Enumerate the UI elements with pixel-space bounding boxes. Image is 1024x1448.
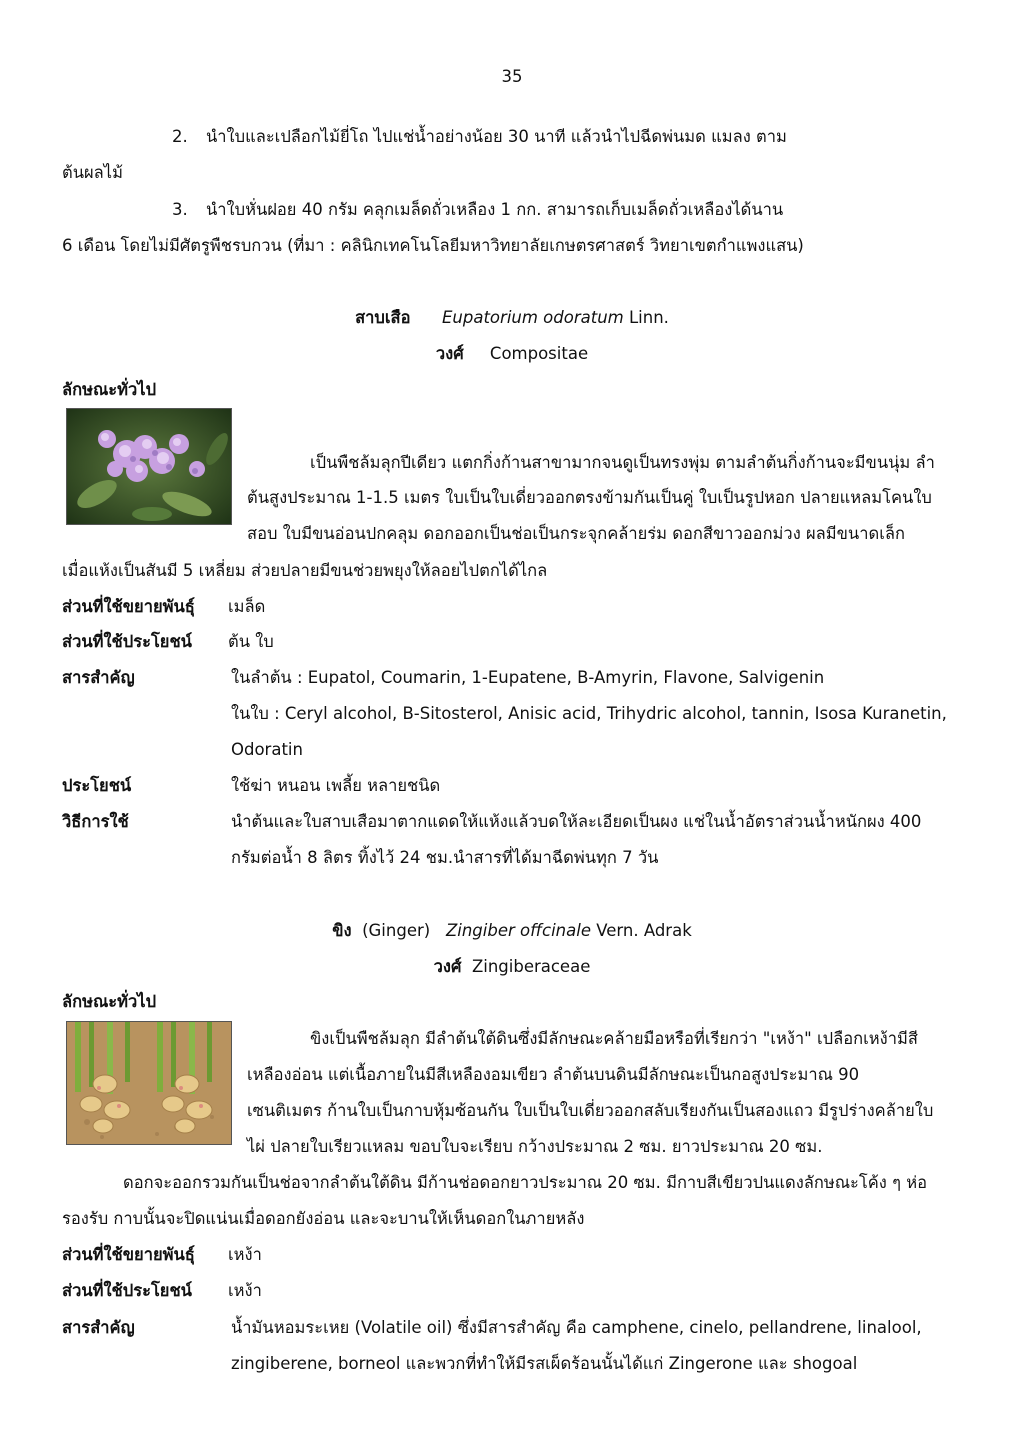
item-2-text: นำใบและเปลือกไม้ยี่โถ ไปแช่น้ำอย่างน้อย 30 นาที แล้วนำไปฉีดพ่นมด แมลง ตาม <box>206 127 787 146</box>
page-number: 35 <box>501 67 523 86</box>
plant2-desc-line: รองรับ กาบนั้นจะปิดแน่นเมื่อดอกยังอ่อน และจะบานให้เห็นดอกในภายหลัง <box>62 1209 585 1228</box>
plant2-family: Zingiberaceae <box>471 957 591 976</box>
plant1-used-part-value: ต้น ใบ <box>228 632 274 651</box>
plant2-compound-line: น้ำมันหอมระเหย (Volatile oil) ซึ่งมีสารสำคัญ คือ camphene, cinelo, pellandrene, linalool, <box>231 1318 922 1337</box>
plant1-family-line <box>0 343 1024 365</box>
plant1-propagation-label: ส่วนที่ใช้ขยายพันธุ์ <box>62 597 195 616</box>
plant1-thai-name: สาบเสือ <box>355 308 411 327</box>
plant2-desc-line: ไผ่ ปลายใบเรียวแหลม ขอบใบจะเรียบ กว้างประมาณ 2 ซม. ยาวประมาณ 20 ซม. <box>247 1137 823 1156</box>
plant1-section-heading: ลักษณะทั่วไป <box>62 380 157 399</box>
plant1-desc-line: ต้นสูงประมาณ 1-1.5 เมตร ใบเป็นใบเดี่ยวออกตรงข้ามกันเป็นคู่ ใบเป็นรูปหอก ปลายแหลมโคนใบ <box>247 488 932 507</box>
siam-weed-illustration <box>67 409 231 524</box>
plant1-benefit-value: ใช้ฆ่า หนอน เพลี้ย หลายชนิด <box>231 776 441 795</box>
plant1-compound-line: Odoratin <box>231 740 303 759</box>
plant1-compound-label: สารสำคัญ <box>62 668 135 687</box>
ginger-photo <box>66 1021 232 1145</box>
item-2-number: 2. <box>172 127 188 146</box>
plant2-family-line <box>0 956 1024 978</box>
plant1-author: Linn. <box>628 308 669 327</box>
plant2-used-part-label: ส่วนที่ใช้ประโยชน์ <box>62 1281 192 1300</box>
plant1-used-part-label: ส่วนที่ใช้ประโยชน์ <box>62 632 192 651</box>
plant1-benefit-label: ประโยชน์ <box>62 776 132 795</box>
plant2-desc-line: เหลืองอ่อน แต่เนื้อภายในมีสีเหลืองอมเขียว ลำต้นบนดินมีลักษณะเป็นกอสูงประมาณ 90 <box>247 1065 860 1084</box>
plant1-method-line: กรัมต่อน้ำ 8 ลิตร ทิ้งไว้ 24 ชม.นำสารที่ได้มาฉีดพ่นทุก 7 วัน <box>231 848 659 867</box>
plant1-method-line: นำต้นและใบสาบเสือมาตากแดดให้แห้งแล้วบดให้ละเอียดเป็นผง แช่ในน้ำอัตราส่วนน้ำหนักผง 400 <box>231 812 922 831</box>
plant1-method-label: วิธีการใช้ <box>62 812 129 831</box>
plant2-english-name: (Ginger) <box>362 921 431 940</box>
plant2-propagation-value: เหง้า <box>228 1245 262 1264</box>
plant2-propagation-label: ส่วนที่ใช้ขยายพันธุ์ <box>62 1245 195 1264</box>
plant2-desc-line: ขิงเป็นพืชล้มลุก มีลำต้นใต้ดินซึ่งมีลักษณะคล้ายมือหรือที่เรียกว่า "เหง้า" เปลือกเหง้ามีสี <box>310 1029 918 1048</box>
plant2-compound-line: zingiberene, borneol และพวกที่ทำให้มีรสเผ็ดร้อนนั้นได้แก่ Zingerone และ shogoal <box>231 1354 858 1373</box>
ginger-illustration <box>67 1022 231 1144</box>
plant1-desc-line: เมื่อแห้งเป็นสันมี 5 เหลี่ยม ส่วยปลายมีขนช่วยพยุงให้ลอยไปตกได้ไกล <box>62 561 548 580</box>
plant2-family-label: วงศ์ <box>433 957 462 976</box>
plant1-desc-line: เป็นพืชล้มลุกปีเดียว แตกกิ่งก้านสาขามากจนดูเป็นทรงพุ่ม ตามลำต้นกิ่งก้านจะมีขนนุ่ม ลำ <box>310 453 935 472</box>
plant2-desc-line: เซนติเมตร ก้านใบเป็นกาบหุ้มซ้อนกัน ใบเป็นใบเดี่ยวออกสลับเรียงกันเป็นสองแถว มีรูปร่างคล้ายใบ <box>247 1101 934 1120</box>
plant1-propagation-value: เมล็ด <box>228 597 266 616</box>
plant1-compound-line: ในลำต้น : Eupatol, Coumarin, 1-Eupatene, B-Amyrin, Flavone, Salvigenin <box>231 668 825 687</box>
plant2-thai-name: ขิง <box>332 921 352 940</box>
plant1-compound-line: ในใบ : Ceryl alcohol, B-Sitosterol, Anisic acid, Trihydric alcohol, tannin, Isosa Kuranetin, <box>231 704 947 723</box>
plant2-section-heading: ลักษณะทั่วไป <box>62 992 157 1011</box>
item-3-continuation: 6 เดือน โดยไม่มีศัตรูพืชรบกวน (ที่มา : คลินิกเทคโนโลยีมหาวิทยาลัยเกษตรศาสตร์ วิทยาเขตกำแพงแสน) <box>62 236 804 255</box>
plant2-used-part-value: เหง้า <box>228 1281 262 1300</box>
plant2-desc-line: ดอกจะออกรวมกันเป็นช่อจากลำต้นใต้ดิน มีก้านช่อดอกยาวประมาณ 20 ซม. มีกาบสีเขียวปนแดงลักษณะโค้ง ๆ ห่อ <box>123 1173 927 1192</box>
plant2-compound-label: สารสำคัญ <box>62 1318 135 1337</box>
plant1-family-label: วงศ์ <box>435 344 464 363</box>
item-3-text: นำใบหั่นฝอย 40 กรัม คลุกเมล็ดถั่วเหลือง 1 กก. สามารถเก็บเมล็ดถั่วเหลืองได้นาน <box>206 200 784 219</box>
plant1-family: Compositae <box>489 344 589 363</box>
plant1-title <box>0 307 1024 329</box>
plant2-vernacular: Vern. Adrak <box>596 921 692 940</box>
plant1-scientific-name: Eupatorium odoratum <box>442 308 624 327</box>
plant2-scientific-name: Zingiber offcinale <box>445 921 591 940</box>
item-3-number: 3. <box>172 200 188 219</box>
siam-weed-photo <box>66 408 232 525</box>
plant1-desc-line: สอบ ใบมีขนอ่อนปกคลุม ดอกออกเป็นช่อเป็นกระจุกคล้ายร่ม ดอกสีขาวออกม่วง ผลมีขนาดเล็ก <box>247 524 905 543</box>
item-2-continuation: ต้นผลไม้ <box>62 163 123 182</box>
plant2-title <box>0 920 1024 942</box>
